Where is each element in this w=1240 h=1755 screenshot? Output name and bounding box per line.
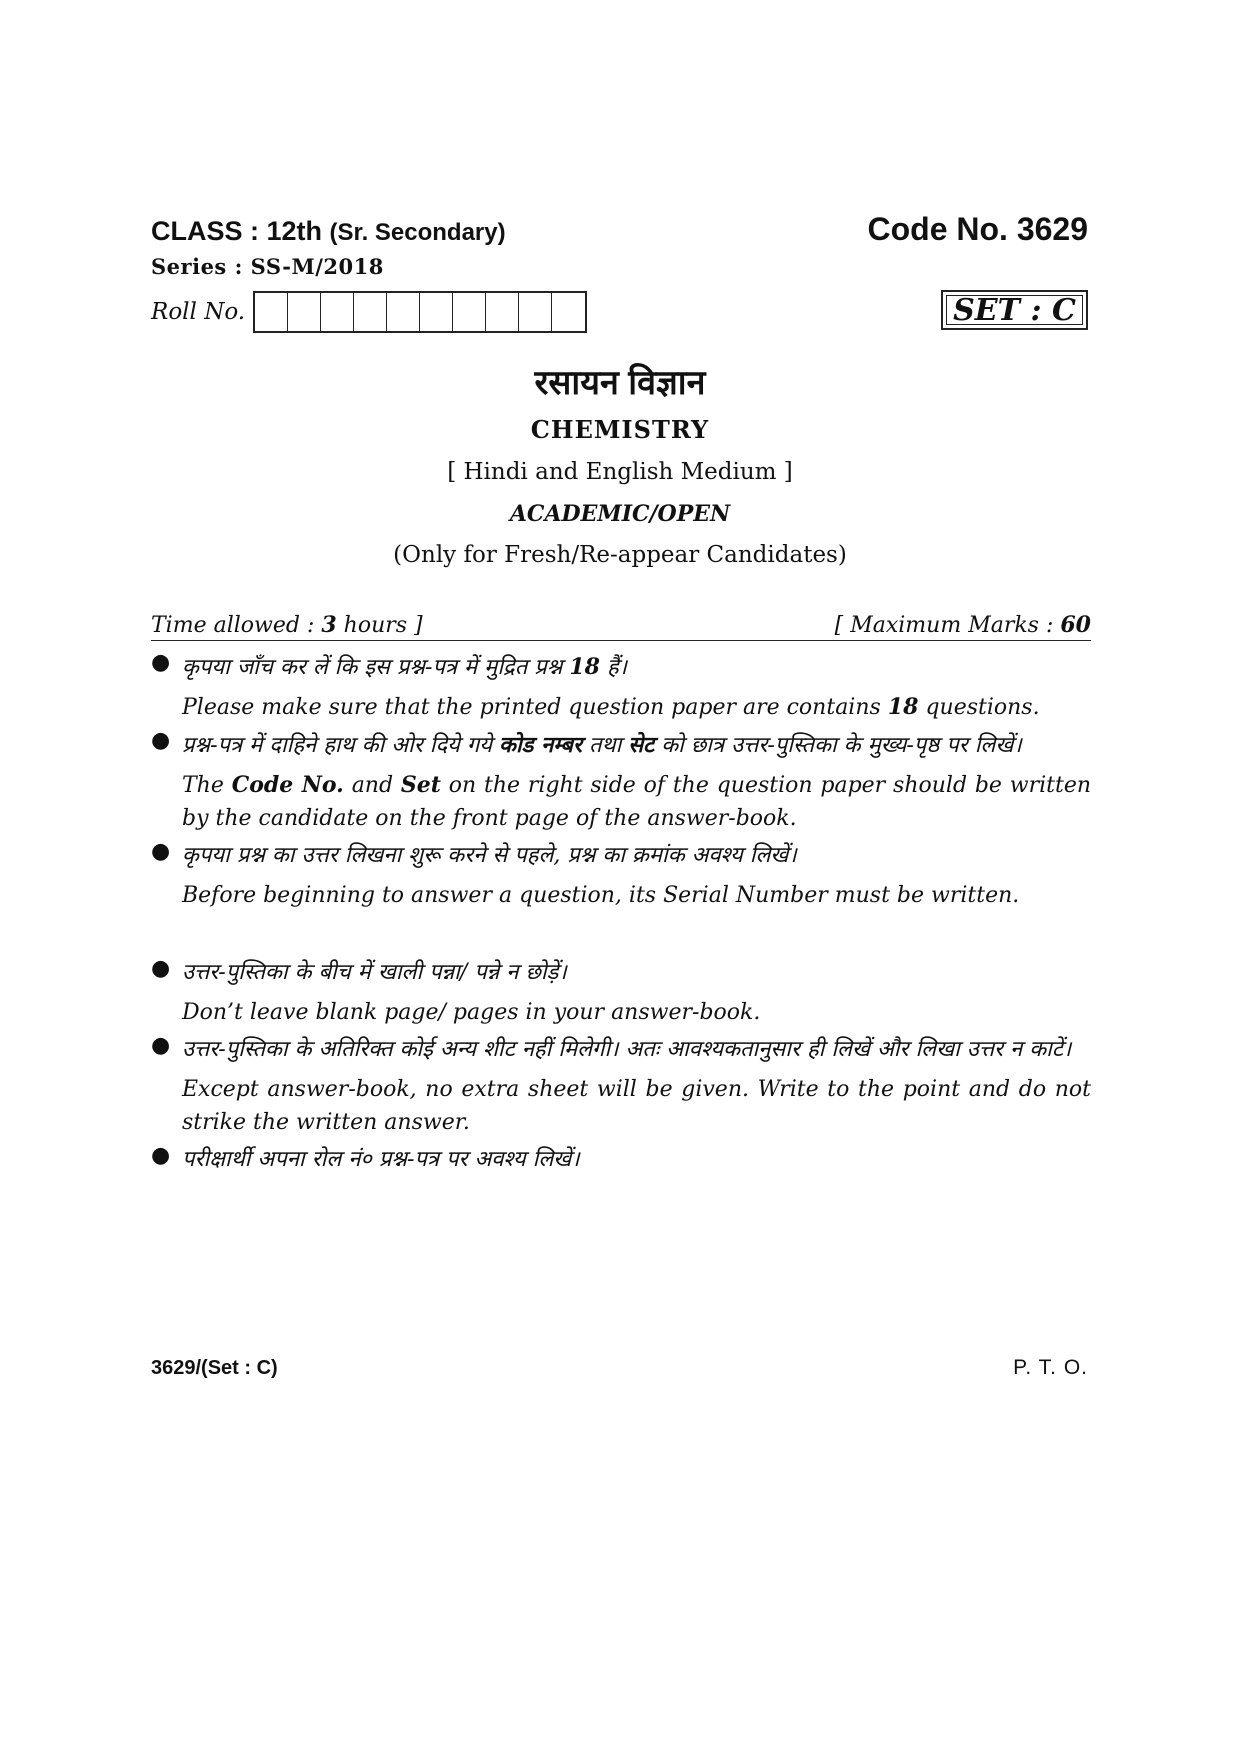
academic-label: ACADEMIC/OPEN bbox=[509, 501, 731, 527]
footer-pto: P. T. O. bbox=[1013, 1356, 1088, 1379]
instruction-item bbox=[151, 956, 1091, 1029]
maximum-marks bbox=[835, 612, 1091, 638]
roll-digit-box[interactable] bbox=[486, 293, 519, 331]
roll-digit-box[interactable] bbox=[519, 293, 552, 331]
text: The bbox=[182, 773, 224, 798]
bullet-icon: ● bbox=[151, 1143, 171, 1168]
set-label: SET : C bbox=[953, 292, 1076, 328]
class-heading bbox=[151, 216, 506, 247]
series-label: Series : SS-M/2018 bbox=[151, 254, 384, 279]
footer-code: 3629/(Set : C) bbox=[151, 1357, 278, 1379]
instruction-hindi: उत्तर-पुस्तिका के बीच में खाली पन्ना/ पन्ने न छोड़ें। bbox=[182, 960, 567, 985]
roll-digit-box[interactable] bbox=[453, 293, 486, 331]
time-marks-row bbox=[151, 612, 1091, 641]
instruction-english: Except answer-book, no extra sheet will be given. Write to the point and do not strike the written answer. bbox=[182, 1077, 1091, 1135]
marks-prefix: [ Maximum Marks : bbox=[834, 613, 1054, 638]
bullet-icon: ● bbox=[151, 839, 171, 864]
roll-digit-box[interactable] bbox=[420, 293, 453, 331]
hindi-title: रसायन विज्ञान bbox=[534, 364, 706, 402]
instruction-hindi bbox=[182, 650, 1091, 685]
roll-digit-box[interactable] bbox=[387, 293, 420, 331]
question-count: 18 bbox=[569, 654, 600, 680]
question-count: 18 bbox=[887, 694, 919, 720]
instructions-list bbox=[151, 650, 1091, 1177]
instruction-english: Don’t leave blank page/ pages in your answer-book. bbox=[182, 1000, 761, 1025]
text: को छात्र उत्तर-पुस्तिका के मुख्य-पृष्ठ पर लिखें। bbox=[661, 733, 1022, 758]
instruction-english bbox=[182, 691, 1091, 724]
time-prefix: Time allowed : bbox=[151, 613, 315, 638]
text: questions. bbox=[925, 695, 1040, 720]
emphasis: Code No. bbox=[231, 772, 344, 798]
text: हैं। bbox=[606, 655, 627, 680]
roll-digit-box[interactable] bbox=[288, 293, 321, 331]
code-number: Code No. 3629 bbox=[867, 211, 1088, 247]
bullet-icon: ● bbox=[151, 956, 171, 981]
emphasis: Set bbox=[400, 772, 441, 798]
roll-digit-box[interactable] bbox=[354, 293, 387, 331]
marks-value: 60 bbox=[1060, 612, 1091, 638]
text: Please make sure that the printed question paper are contains bbox=[182, 695, 881, 720]
instruction-hindi bbox=[182, 728, 1091, 763]
instruction-item bbox=[151, 1143, 1091, 1177]
instruction-item bbox=[151, 650, 1091, 724]
time-value: 3 bbox=[321, 612, 337, 638]
bullet-icon: ● bbox=[151, 728, 171, 753]
instruction-english bbox=[182, 769, 1091, 835]
instruction-hindi: उत्तर-पुस्तिका के अतिरिक्त कोई अन्य शीट नहीं मिलेगी। अतः आवश्यकतानुसार ही लिखें और लिखा उत्तर न काटें। bbox=[182, 1037, 1072, 1062]
bullet-icon: ● bbox=[151, 1033, 171, 1058]
bullet-icon: ● bbox=[151, 650, 171, 675]
instruction-item bbox=[151, 1033, 1091, 1139]
subject-title: CHEMISTRY bbox=[530, 415, 710, 444]
class-main: CLASS : 12th bbox=[151, 216, 323, 246]
set-badge bbox=[941, 290, 1088, 330]
medium-label: [ Hindi and English Medium ] bbox=[447, 459, 793, 485]
instruction-item bbox=[151, 728, 1091, 835]
roll-number-boxes[interactable] bbox=[253, 291, 587, 333]
text: तथा bbox=[589, 733, 622, 758]
instruction-hindi: कृपया प्रश्न का उत्तर लिखना शुरू करने से पहले, प्रश्न का क्रमांक अवश्य लिखें। bbox=[182, 843, 797, 868]
text: प्रश्न-पत्र में दाहिने हाथ की ओर दिये गये bbox=[182, 733, 493, 758]
roll-digit-box[interactable] bbox=[552, 293, 585, 331]
text: on the right side of the question paper should be written by the candidate on the front page of the answer-book. bbox=[182, 773, 1092, 831]
time-suffix: hours ] bbox=[343, 613, 423, 638]
class-sub: (Sr. Secondary) bbox=[329, 219, 506, 246]
roll-number-label: Roll No. bbox=[151, 299, 246, 325]
roll-digit-box[interactable] bbox=[321, 293, 354, 331]
instruction-english: Before beginning to answer a question, its Serial Number must be written. bbox=[182, 883, 1020, 908]
candidates-label: (Only for Fresh/Re-appear Candidates) bbox=[393, 542, 847, 568]
instruction-hindi: परीक्षार्थी अपना रोल नं० प्रश्न-पत्र पर अवश्य लिखें। bbox=[182, 1147, 580, 1172]
roll-digit-box[interactable] bbox=[255, 293, 288, 331]
text: कृपया जाँच कर लें कि इस प्रश्न-पत्र में मुद्रित प्रश्न bbox=[182, 655, 563, 680]
instruction-item bbox=[151, 839, 1091, 912]
emphasis: कोड नम्बर bbox=[499, 732, 582, 758]
time-allowed bbox=[151, 612, 423, 638]
text: and bbox=[351, 773, 394, 798]
emphasis: सेट bbox=[628, 732, 655, 758]
